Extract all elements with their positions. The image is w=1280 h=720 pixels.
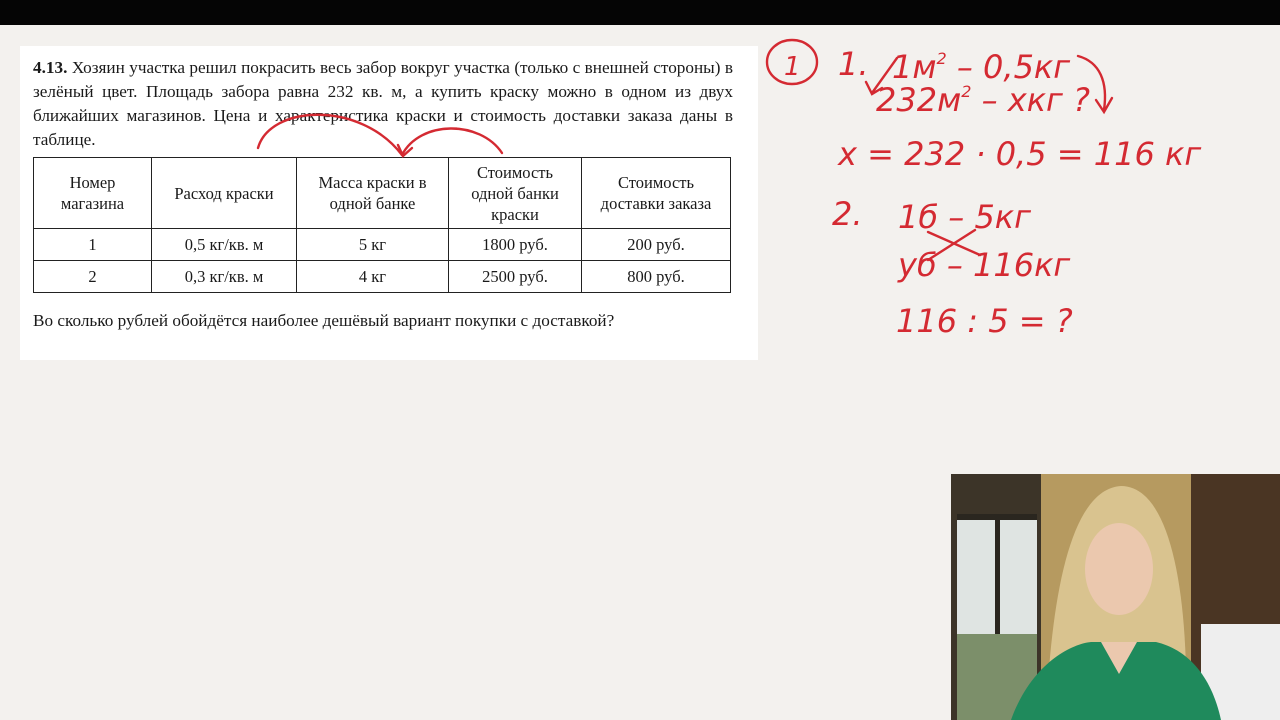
- problem-number: 4.13.: [33, 58, 68, 77]
- table-cell: 0,3 кг/кв. м: [152, 261, 297, 293]
- table-cell: 800 руб.: [582, 261, 731, 293]
- step1-line2: $232м^2$ – хкг ?: [876, 81, 1090, 119]
- step1-number: 1.: [838, 45, 869, 83]
- step1-line1: $1м^2 - 0,5кг$: [892, 48, 1071, 86]
- step2-line3: 116 : 5 = ?: [896, 302, 1073, 340]
- table-cell: 2: [34, 261, 152, 293]
- table-cell: 2500 руб.: [449, 261, 582, 293]
- header-can-price: Стоимость одной банки краски: [449, 158, 582, 229]
- presenter-video-icon: [951, 474, 1280, 720]
- header-paint-consumption: Расход краски: [152, 158, 297, 229]
- step2-number: 2.: [832, 195, 863, 233]
- step2-line2: yб – 116кг: [898, 246, 1071, 284]
- table-cell: 200 руб.: [582, 229, 731, 261]
- table-cell: 0,5 кг/кв. м: [152, 229, 297, 261]
- table-cell: 1800 руб.: [449, 229, 582, 261]
- table-cell: 1: [34, 229, 152, 261]
- circle-number: 1: [784, 52, 801, 82]
- table-cell: 5 кг: [297, 229, 449, 261]
- curved-arrow-annotation: [402, 128, 502, 155]
- step1-result: x = 232 · 0,5 = 116 кг: [838, 135, 1202, 173]
- step2-line1: 1б – 5кг: [898, 198, 1031, 236]
- header-delivery-cost: Стоимость доставки заказа: [582, 158, 731, 229]
- header-can-mass: Масса краски в одной банке: [297, 158, 449, 229]
- curved-arrow-annotation: [258, 115, 402, 155]
- problem-body: Хозяин участка решил покрасить весь забор вокруг участка (только с внешней стороны) в зелёный цвет. Площадь забора равна 232 кв. м, а купить краску можно в одном из двух ближайших магазинов. Цена и характеристика краски и стоимость доставки заказа даны в таблице.: [33, 58, 733, 149]
- header-store-number: Номер магазина: [34, 158, 152, 229]
- table-cell: 4 кг: [297, 261, 449, 293]
- webcam-overlay: [951, 474, 1280, 720]
- problem-question: Во сколько рублей обойдётся наиболее дешёвый вариант покупки с доставкой?: [33, 311, 615, 330]
